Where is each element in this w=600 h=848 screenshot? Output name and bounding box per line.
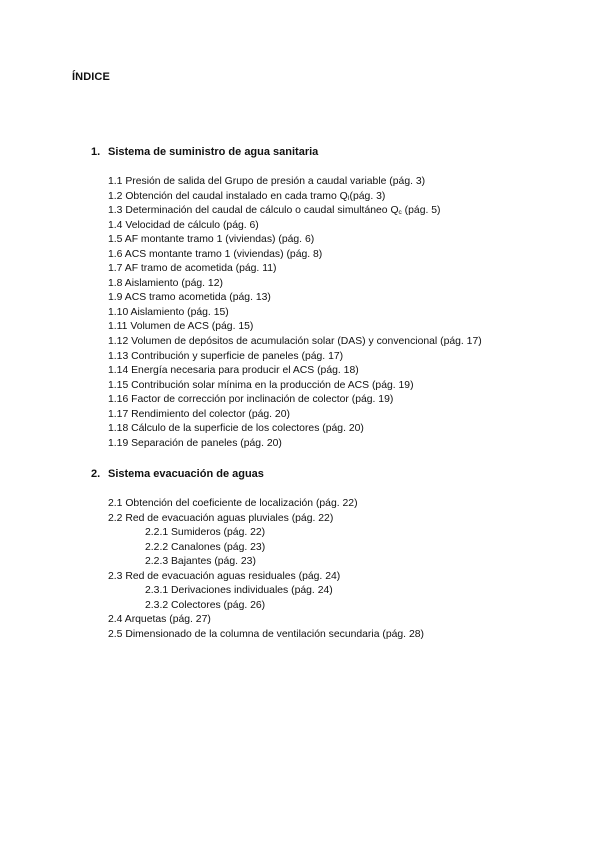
toc-entry	[108, 555, 424, 570]
toc-entry	[108, 379, 482, 394]
toc-list-section-1	[108, 175, 482, 451]
toc-entry	[108, 437, 482, 452]
toc-entry-text: 2.3.1 Derivaciones individuales (pág. 24)	[145, 585, 333, 597]
toc-entry-text: 1.10 Aislamiento (pág. 15)	[108, 306, 229, 318]
toc-entry-text: 2.2 Red de evacuación aguas pluviales (pág. 22)	[108, 512, 334, 524]
toc-entry	[108, 219, 482, 234]
toc-entry-text: 1.18 Cálculo de la superficie de los colectores (pág. 20)	[108, 423, 364, 435]
toc-entry-page: (pág. 5)	[401, 205, 441, 217]
section-title: Sistema de suministro de agua sanitaria	[108, 146, 319, 158]
toc-entry	[108, 628, 424, 643]
toc-entry-text: 1.6 ACS montante tramo 1 (viviendas) (pág. 8)	[108, 248, 323, 260]
section-number: 2.	[91, 468, 101, 480]
toc-entry	[108, 613, 424, 628]
toc-entry-subscript: c	[398, 209, 402, 217]
toc-entry-text: 1.14 Energía necesaria para producir el ACS (pág. 18)	[108, 365, 359, 377]
toc-entry-text: 1.9 ACS tramo acometida (pág. 13)	[108, 292, 271, 304]
toc-entry-text: 2.3.2 Colectores (pág. 26)	[145, 599, 266, 611]
toc-entry-text: 1.7 AF tramo de acometida (pág. 11)	[108, 263, 277, 275]
toc-entry-text: 1.17 Rendimiento del colector (pág. 20)	[108, 408, 290, 420]
toc-entry-text: 1.4 Velocidad de cálculo (pág. 6)	[108, 219, 259, 231]
section-title: Sistema evacuación de aguas	[108, 468, 264, 480]
toc-entry-text: 2.2.2 Canalones (pág. 23)	[145, 541, 266, 553]
toc-entry-text: 1.3 Determinación del caudal de cálculo o caudal simultáneo Q	[108, 205, 399, 217]
toc-entry	[108, 175, 482, 190]
toc-entry	[108, 393, 482, 408]
toc-entry	[108, 497, 424, 512]
toc-entry-text: 1.12 Volumen de depósitos de acumulación solar (DAS) y convencional (pág. 17)	[108, 336, 482, 348]
toc-entry-text: 1.8 Aislamiento (pág. 12)	[108, 277, 223, 289]
toc-entry	[108, 422, 482, 437]
toc-entry-text: 1.13 Contribución y superficie de paneles (pág. 17)	[108, 350, 344, 362]
toc-entry	[108, 248, 482, 263]
toc-entry	[108, 584, 424, 599]
section-heading-2	[91, 468, 264, 480]
toc-entry	[108, 204, 482, 219]
toc-entry-text: 2.1 Obtención del coeficiente de localización (pág. 22)	[108, 498, 358, 509]
toc-entry	[108, 306, 482, 321]
toc-entry	[108, 277, 482, 292]
toc-entry	[108, 541, 424, 556]
toc-entry	[108, 233, 482, 248]
toc-list-section-2	[108, 497, 424, 642]
toc-entry-text: 2.4 Arquetas (pág. 27)	[108, 614, 211, 626]
toc-entry-subscript: I	[347, 194, 350, 202]
toc-entry-text: 2.5 Dimensionado de la columna de ventilación secundaria (pág. 28)	[108, 628, 424, 640]
toc-entry-text: 2.2.1 Sumideros (pág. 22)	[145, 527, 266, 539]
toc-entry	[108, 570, 424, 585]
section-heading-1	[91, 146, 318, 158]
toc-entry-text: 1.2 Obtención del caudal instalado en cada tramo Q	[108, 190, 348, 202]
toc-entry	[108, 408, 482, 423]
toc-entry	[108, 364, 482, 379]
toc-entry	[108, 350, 482, 365]
toc-entry-text: 1.1 Presión de salida del Grupo de presión a caudal variable (pág. 3)	[108, 176, 426, 187]
toc-entry	[108, 526, 424, 541]
toc-entry	[108, 320, 482, 335]
toc-entry	[108, 512, 424, 527]
toc-entry-text: 1.5 AF montante tramo 1 (viviendas) (pág. 6)	[108, 234, 315, 246]
section-number: 1.	[91, 146, 101, 158]
toc-entry-text: 2.2.3 Bajantes (pág. 23)	[145, 556, 256, 568]
toc-entry-text: 1.11 Volumen de ACS (pág. 15)	[108, 321, 254, 333]
toc-entry-page: (pág. 3)	[349, 190, 386, 202]
toc-entry-text: 1.15 Contribución solar mínima en la producción de ACS (pág. 19)	[108, 379, 414, 391]
index-title: ÍNDICE	[72, 71, 110, 83]
toc-entry-text: 1.19 Separación de paneles (pág. 20)	[108, 437, 282, 449]
toc-entry	[108, 335, 482, 350]
toc-entry	[108, 599, 424, 614]
toc-entry	[108, 291, 482, 306]
toc-entry	[108, 190, 482, 205]
toc-entry	[108, 262, 482, 277]
toc-entry-text: 2.3 Red de evacuación aguas residuales (pág. 24)	[108, 570, 341, 582]
toc-entry-text: 1.16 Factor de corrección por inclinación de colector (pág. 19)	[108, 394, 394, 406]
